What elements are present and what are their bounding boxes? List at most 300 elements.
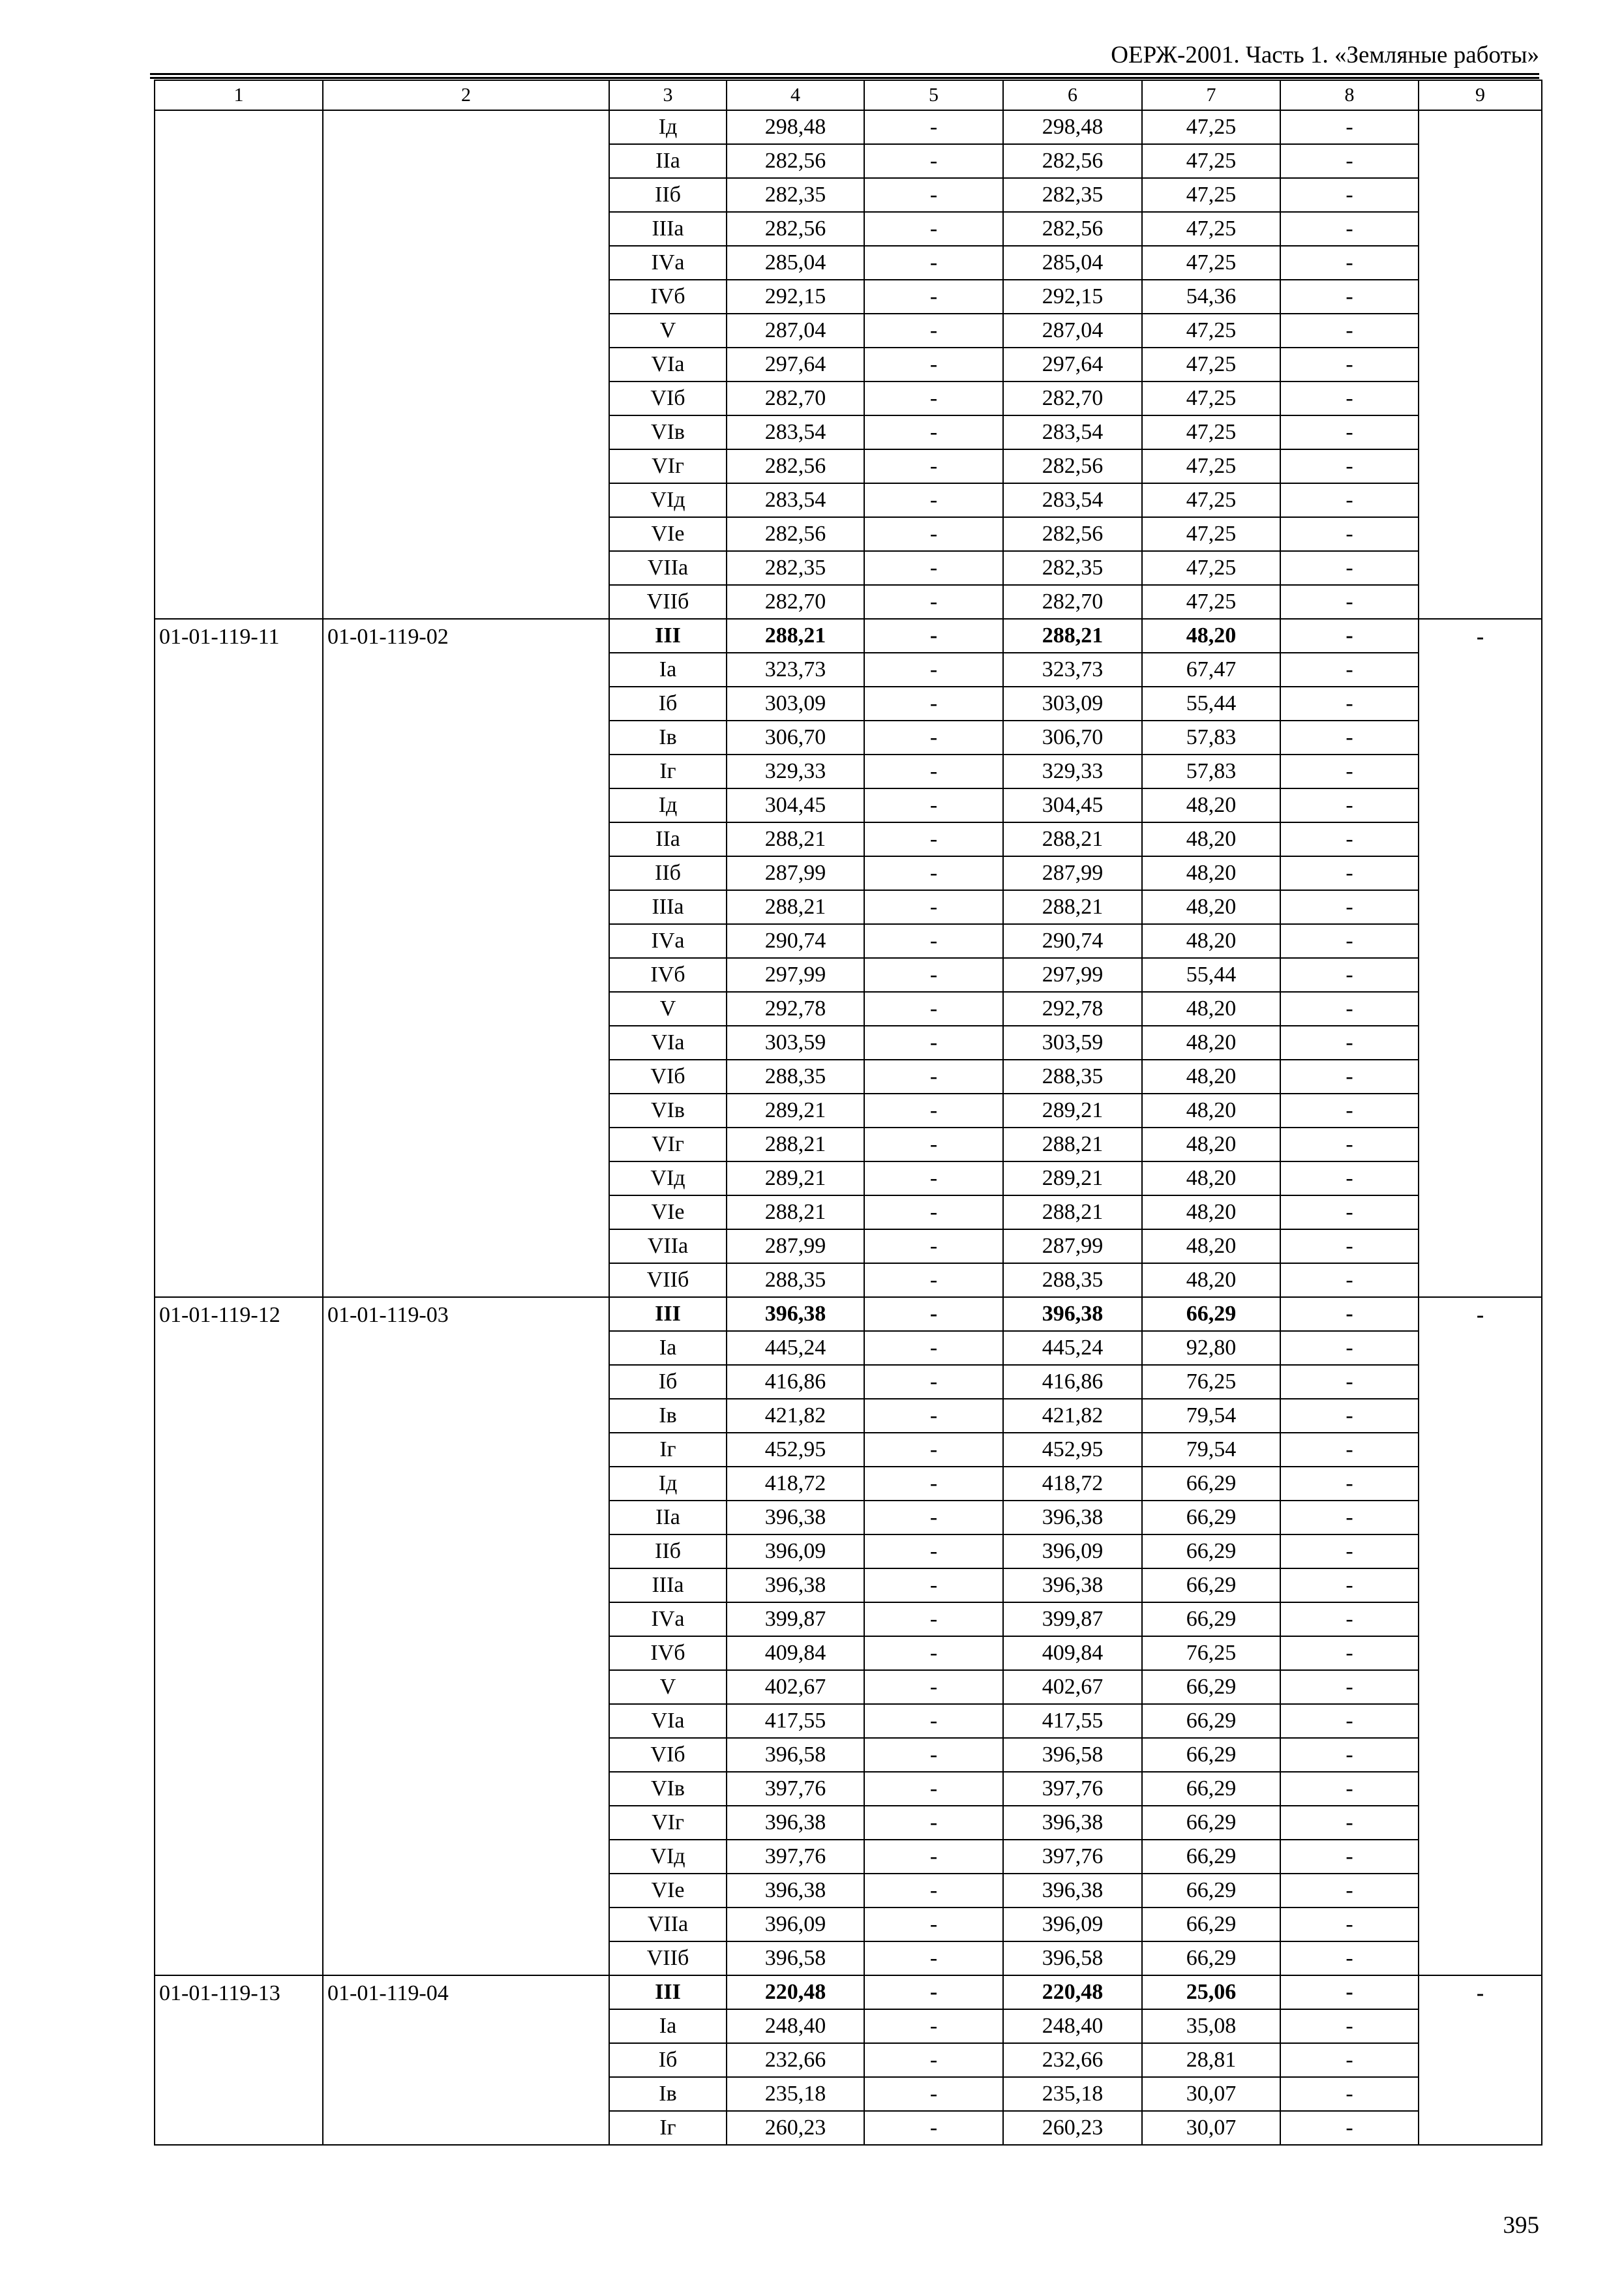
- condition-cell: VIб: [609, 1738, 727, 1772]
- column-number: 1: [155, 80, 323, 110]
- total-cost-cell: 282,56: [727, 144, 864, 178]
- total-cost-cell: 397,76: [727, 1840, 864, 1874]
- total-cost-cell: 303,09: [727, 687, 864, 721]
- machine-cost-cell: 303,09: [1003, 687, 1142, 721]
- col9-cell: -: [1419, 1297, 1542, 1975]
- driver-wage-cell: 48,20: [1142, 856, 1280, 890]
- material-cost-cell: -: [1280, 246, 1419, 280]
- driver-wage-cell: 47,25: [1142, 212, 1280, 246]
- total-cost-cell: 292,15: [727, 280, 864, 314]
- machine-cost-cell: 235,18: [1003, 2077, 1142, 2111]
- condition-cell: IIа: [609, 144, 727, 178]
- total-cost-cell: 283,54: [727, 483, 864, 517]
- driver-wage-cell: 47,25: [1142, 348, 1280, 382]
- labor-cost-cell: -: [864, 246, 1003, 280]
- material-cost-cell: -: [1280, 1161, 1419, 1195]
- driver-wage-cell: 47,25: [1142, 110, 1280, 144]
- material-cost-cell: -: [1280, 1975, 1419, 2009]
- total-cost-cell: 288,21: [727, 1195, 864, 1229]
- driver-wage-cell: 35,08: [1142, 2009, 1280, 2043]
- driver-wage-cell: 92,80: [1142, 1331, 1280, 1365]
- labor-cost-cell: -: [864, 2043, 1003, 2077]
- condition-cell: VIе: [609, 1195, 727, 1229]
- material-cost-cell: -: [1280, 653, 1419, 687]
- total-cost-cell: 282,35: [727, 178, 864, 212]
- material-cost-cell: -: [1280, 755, 1419, 788]
- labor-cost-cell: -: [864, 449, 1003, 483]
- total-cost-cell: 282,56: [727, 212, 864, 246]
- driver-wage-cell: 48,20: [1142, 1026, 1280, 1060]
- material-cost-cell: -: [1280, 2111, 1419, 2145]
- material-cost-cell: -: [1280, 415, 1419, 449]
- condition-cell: VIIа: [609, 1229, 727, 1263]
- condition-cell: VIIб: [609, 1941, 727, 1975]
- material-cost-cell: -: [1280, 449, 1419, 483]
- driver-wage-cell: 66,29: [1142, 1806, 1280, 1840]
- driver-wage-cell: 47,25: [1142, 483, 1280, 517]
- column-number: 2: [323, 80, 609, 110]
- material-cost-cell: -: [1280, 178, 1419, 212]
- machine-cost-cell: 418,72: [1003, 1467, 1142, 1501]
- material-cost-cell: -: [1280, 483, 1419, 517]
- ref-cell-empty: [323, 110, 609, 619]
- driver-wage-cell: 47,25: [1142, 517, 1280, 551]
- driver-wage-cell: 47,25: [1142, 382, 1280, 415]
- material-cost-cell: -: [1280, 1534, 1419, 1568]
- table-row: [155, 110, 1542, 144]
- labor-cost-cell: -: [864, 1195, 1003, 1229]
- driver-wage-cell: 48,20: [1142, 924, 1280, 958]
- total-cost-cell: 287,99: [727, 856, 864, 890]
- condition-cell: VIв: [609, 415, 727, 449]
- column-number: 9: [1419, 80, 1542, 110]
- condition-cell: IVб: [609, 280, 727, 314]
- total-cost-cell: 452,95: [727, 1433, 864, 1467]
- machine-cost-cell: 297,99: [1003, 958, 1142, 992]
- driver-wage-cell: 66,29: [1142, 1772, 1280, 1806]
- material-cost-cell: -: [1280, 1433, 1419, 1467]
- machine-cost-cell: 282,56: [1003, 517, 1142, 551]
- driver-wage-cell: 66,29: [1142, 1602, 1280, 1636]
- machine-cost-cell: 288,35: [1003, 1263, 1142, 1297]
- column-number: 7: [1142, 80, 1280, 110]
- total-cost-cell: 285,04: [727, 246, 864, 280]
- material-cost-cell: -: [1280, 1908, 1419, 1941]
- driver-wage-cell: 48,20: [1142, 619, 1280, 653]
- condition-cell: Iг: [609, 2111, 727, 2145]
- machine-cost-cell: 287,99: [1003, 856, 1142, 890]
- group-header-row: [155, 1297, 1542, 1331]
- total-cost-cell: 397,76: [727, 1772, 864, 1806]
- material-cost-cell: -: [1280, 1399, 1419, 1433]
- machine-cost-cell: 287,04: [1003, 314, 1142, 348]
- ref-code-cell: 01-01-119-04: [323, 1975, 609, 2145]
- labor-cost-cell: -: [864, 1331, 1003, 1365]
- material-cost-cell: -: [1280, 1094, 1419, 1128]
- driver-wage-cell: 66,29: [1142, 1908, 1280, 1941]
- column-number: 8: [1280, 80, 1419, 110]
- driver-wage-cell: 48,20: [1142, 1060, 1280, 1094]
- material-cost-cell: -: [1280, 890, 1419, 924]
- machine-cost-cell: 396,38: [1003, 1806, 1142, 1840]
- machine-cost-cell: 297,64: [1003, 348, 1142, 382]
- total-cost-cell: 298,48: [727, 110, 864, 144]
- machine-cost-cell: 416,86: [1003, 1365, 1142, 1399]
- material-cost-cell: -: [1280, 958, 1419, 992]
- total-cost-cell: 329,33: [727, 755, 864, 788]
- driver-wage-cell: 48,20: [1142, 1229, 1280, 1263]
- labor-cost-cell: -: [864, 280, 1003, 314]
- total-cost-cell: 260,23: [727, 2111, 864, 2145]
- total-cost-cell: 396,58: [727, 1941, 864, 1975]
- condition-cell: IVа: [609, 1602, 727, 1636]
- material-cost-cell: -: [1280, 1568, 1419, 1602]
- labor-cost-cell: -: [864, 517, 1003, 551]
- driver-wage-cell: 55,44: [1142, 687, 1280, 721]
- condition-cell: Iд: [609, 788, 727, 822]
- driver-wage-cell: 66,29: [1142, 1704, 1280, 1738]
- total-cost-cell: 287,99: [727, 1229, 864, 1263]
- total-cost-cell: 418,72: [727, 1467, 864, 1501]
- condition-cell: IVб: [609, 1636, 727, 1670]
- total-cost-cell: 283,54: [727, 415, 864, 449]
- condition-cell: Iг: [609, 755, 727, 788]
- total-cost-cell: 282,56: [727, 517, 864, 551]
- condition-cell: III: [609, 1975, 727, 2009]
- condition-cell: IIа: [609, 1501, 727, 1534]
- labor-cost-cell: -: [864, 1806, 1003, 1840]
- material-cost-cell: -: [1280, 619, 1419, 653]
- driver-wage-cell: 76,25: [1142, 1365, 1280, 1399]
- driver-wage-cell: 48,20: [1142, 1161, 1280, 1195]
- driver-wage-cell: 66,29: [1142, 1840, 1280, 1874]
- machine-cost-cell: 396,38: [1003, 1501, 1142, 1534]
- code-cell-empty: [155, 110, 323, 619]
- condition-cell: Iд: [609, 110, 727, 144]
- condition-cell: IIIа: [609, 890, 727, 924]
- material-cost-cell: -: [1280, 2077, 1419, 2111]
- column-number: 4: [727, 80, 864, 110]
- header-rule-bottom: [150, 77, 1539, 79]
- machine-cost-cell: 287,99: [1003, 1229, 1142, 1263]
- labor-cost-cell: -: [864, 1738, 1003, 1772]
- total-cost-cell: 304,45: [727, 788, 864, 822]
- driver-wage-cell: 30,07: [1142, 2077, 1280, 2111]
- total-cost-cell: 402,67: [727, 1670, 864, 1704]
- total-cost-cell: 288,21: [727, 619, 864, 653]
- driver-wage-cell: 79,54: [1142, 1433, 1280, 1467]
- material-cost-cell: -: [1280, 517, 1419, 551]
- group-header-row: [155, 619, 1542, 653]
- col9-cell-empty: [1419, 110, 1542, 619]
- machine-cost-cell: 402,67: [1003, 1670, 1142, 1704]
- total-cost-cell: 282,56: [727, 449, 864, 483]
- condition-cell: VIе: [609, 1874, 727, 1908]
- header-rule-top: [150, 73, 1539, 75]
- condition-cell: VIIб: [609, 1263, 727, 1297]
- machine-cost-cell: 288,21: [1003, 619, 1142, 653]
- labor-cost-cell: -: [864, 856, 1003, 890]
- condition-cell: VIб: [609, 382, 727, 415]
- condition-cell: V: [609, 314, 727, 348]
- total-cost-cell: 396,58: [727, 1738, 864, 1772]
- condition-cell: V: [609, 1670, 727, 1704]
- driver-wage-cell: 57,83: [1142, 755, 1280, 788]
- labor-cost-cell: -: [864, 1094, 1003, 1128]
- col9-cell: -: [1419, 1975, 1542, 2145]
- labor-cost-cell: -: [864, 1840, 1003, 1874]
- labor-cost-cell: -: [864, 382, 1003, 415]
- total-cost-cell: 323,73: [727, 653, 864, 687]
- group-header-row: [155, 1975, 1542, 2009]
- driver-wage-cell: 48,20: [1142, 822, 1280, 856]
- condition-cell: IVа: [609, 246, 727, 280]
- machine-cost-cell: 452,95: [1003, 1433, 1142, 1467]
- labor-cost-cell: -: [864, 1467, 1003, 1501]
- total-cost-cell: 297,99: [727, 958, 864, 992]
- labor-cost-cell: -: [864, 1704, 1003, 1738]
- material-cost-cell: -: [1280, 1501, 1419, 1534]
- condition-cell: III: [609, 1297, 727, 1331]
- material-cost-cell: -: [1280, 1297, 1419, 1331]
- driver-wage-cell: 79,54: [1142, 1399, 1280, 1433]
- machine-cost-cell: 282,56: [1003, 144, 1142, 178]
- labor-cost-cell: -: [864, 1908, 1003, 1941]
- driver-wage-cell: 54,36: [1142, 280, 1280, 314]
- machine-cost-cell: 303,59: [1003, 1026, 1142, 1060]
- material-cost-cell: -: [1280, 348, 1419, 382]
- ref-code-cell: 01-01-119-03: [323, 1297, 609, 1975]
- labor-cost-cell: -: [864, 721, 1003, 755]
- machine-cost-cell: 304,45: [1003, 788, 1142, 822]
- material-cost-cell: -: [1280, 1941, 1419, 1975]
- material-cost-cell: -: [1280, 2043, 1419, 2077]
- total-cost-cell: 417,55: [727, 1704, 864, 1738]
- driver-wage-cell: 55,44: [1142, 958, 1280, 992]
- material-cost-cell: -: [1280, 1128, 1419, 1161]
- driver-wage-cell: 66,29: [1142, 1670, 1280, 1704]
- condition-cell: Iб: [609, 2043, 727, 2077]
- machine-cost-cell: 292,15: [1003, 280, 1142, 314]
- driver-wage-cell: 48,20: [1142, 1094, 1280, 1128]
- driver-wage-cell: 28,81: [1142, 2043, 1280, 2077]
- labor-cost-cell: -: [864, 1365, 1003, 1399]
- machine-cost-cell: 220,48: [1003, 1975, 1142, 2009]
- labor-cost-cell: -: [864, 1975, 1003, 2009]
- total-cost-cell: 282,70: [727, 585, 864, 619]
- material-cost-cell: -: [1280, 2009, 1419, 2043]
- machine-cost-cell: 290,74: [1003, 924, 1142, 958]
- driver-wage-cell: 47,25: [1142, 144, 1280, 178]
- driver-wage-cell: 48,20: [1142, 992, 1280, 1026]
- column-number: 3: [609, 80, 727, 110]
- labor-cost-cell: -: [864, 1060, 1003, 1094]
- total-cost-cell: 288,21: [727, 1128, 864, 1161]
- labor-cost-cell: -: [864, 1399, 1003, 1433]
- machine-cost-cell: 282,35: [1003, 551, 1142, 585]
- driver-wage-cell: 47,25: [1142, 449, 1280, 483]
- labor-cost-cell: -: [864, 1433, 1003, 1467]
- driver-wage-cell: 30,07: [1142, 2111, 1280, 2145]
- driver-wage-cell: 47,25: [1142, 585, 1280, 619]
- condition-cell: VIг: [609, 1806, 727, 1840]
- material-cost-cell: -: [1280, 1331, 1419, 1365]
- labor-cost-cell: -: [864, 687, 1003, 721]
- condition-cell: Iг: [609, 1433, 727, 1467]
- condition-cell: IIIа: [609, 1568, 727, 1602]
- condition-cell: Iв: [609, 721, 727, 755]
- labor-cost-cell: -: [864, 1568, 1003, 1602]
- machine-cost-cell: 292,78: [1003, 992, 1142, 1026]
- material-cost-cell: -: [1280, 1840, 1419, 1874]
- labor-cost-cell: -: [864, 2077, 1003, 2111]
- total-cost-cell: 396,09: [727, 1908, 864, 1941]
- labor-cost-cell: -: [864, 144, 1003, 178]
- machine-cost-cell: 298,48: [1003, 110, 1142, 144]
- machine-cost-cell: 329,33: [1003, 755, 1142, 788]
- labor-cost-cell: -: [864, 1026, 1003, 1060]
- labor-cost-cell: -: [864, 212, 1003, 246]
- labor-cost-cell: -: [864, 1602, 1003, 1636]
- machine-cost-cell: 397,76: [1003, 1772, 1142, 1806]
- total-cost-cell: 288,35: [727, 1263, 864, 1297]
- material-cost-cell: -: [1280, 212, 1419, 246]
- labor-cost-cell: -: [864, 1874, 1003, 1908]
- machine-cost-cell: 282,70: [1003, 382, 1142, 415]
- machine-cost-cell: 260,23: [1003, 2111, 1142, 2145]
- total-cost-cell: 288,21: [727, 890, 864, 924]
- labor-cost-cell: -: [864, 653, 1003, 687]
- labor-cost-cell: -: [864, 348, 1003, 382]
- ref-code-cell: 01-01-119-02: [323, 619, 609, 1297]
- condition-cell: VIа: [609, 348, 727, 382]
- labor-cost-cell: -: [864, 1128, 1003, 1161]
- condition-cell: IIб: [609, 856, 727, 890]
- total-cost-cell: 235,18: [727, 2077, 864, 2111]
- labor-cost-cell: -: [864, 1636, 1003, 1670]
- material-cost-cell: -: [1280, 1365, 1419, 1399]
- total-cost-cell: 288,21: [727, 822, 864, 856]
- condition-cell: IIб: [609, 178, 727, 212]
- rate-code-cell: 01-01-119-13: [155, 1975, 323, 2145]
- total-cost-cell: 220,48: [727, 1975, 864, 2009]
- condition-cell: IIа: [609, 822, 727, 856]
- labor-cost-cell: -: [864, 483, 1003, 517]
- driver-wage-cell: 48,20: [1142, 1263, 1280, 1297]
- driver-wage-cell: 66,29: [1142, 1534, 1280, 1568]
- machine-cost-cell: 248,40: [1003, 2009, 1142, 2043]
- labor-cost-cell: -: [864, 992, 1003, 1026]
- condition-cell: VIе: [609, 517, 727, 551]
- condition-cell: VIд: [609, 1161, 727, 1195]
- total-cost-cell: 396,38: [727, 1501, 864, 1534]
- total-cost-cell: 396,38: [727, 1568, 864, 1602]
- col9-cell: -: [1419, 619, 1542, 1297]
- rates-table-body: [155, 80, 1542, 2145]
- driver-wage-cell: 25,06: [1142, 1975, 1280, 2009]
- total-cost-cell: 289,21: [727, 1094, 864, 1128]
- condition-cell: Iа: [609, 1331, 727, 1365]
- material-cost-cell: -: [1280, 992, 1419, 1026]
- condition-cell: VIIа: [609, 1908, 727, 1941]
- driver-wage-cell: 66,29: [1142, 1941, 1280, 1975]
- material-cost-cell: -: [1280, 1636, 1419, 1670]
- machine-cost-cell: 232,66: [1003, 2043, 1142, 2077]
- condition-cell: IVб: [609, 958, 727, 992]
- material-cost-cell: -: [1280, 585, 1419, 619]
- total-cost-cell: 297,64: [727, 348, 864, 382]
- material-cost-cell: -: [1280, 1195, 1419, 1229]
- machine-cost-cell: 409,84: [1003, 1636, 1142, 1670]
- condition-cell: VIа: [609, 1026, 727, 1060]
- material-cost-cell: -: [1280, 280, 1419, 314]
- driver-wage-cell: 66,29: [1142, 1467, 1280, 1501]
- driver-wage-cell: 66,29: [1142, 1874, 1280, 1908]
- machine-cost-cell: 417,55: [1003, 1704, 1142, 1738]
- material-cost-cell: -: [1280, 1467, 1419, 1501]
- driver-wage-cell: 48,20: [1142, 1128, 1280, 1161]
- condition-cell: Iб: [609, 1365, 727, 1399]
- condition-cell: Iа: [609, 2009, 727, 2043]
- total-cost-cell: 282,70: [727, 382, 864, 415]
- material-cost-cell: -: [1280, 1772, 1419, 1806]
- total-cost-cell: 421,82: [727, 1399, 864, 1433]
- total-cost-cell: 409,84: [727, 1636, 864, 1670]
- labor-cost-cell: -: [864, 1263, 1003, 1297]
- labor-cost-cell: -: [864, 619, 1003, 653]
- labor-cost-cell: -: [864, 822, 1003, 856]
- material-cost-cell: -: [1280, 822, 1419, 856]
- machine-cost-cell: 288,21: [1003, 1128, 1142, 1161]
- machine-cost-cell: 288,21: [1003, 822, 1142, 856]
- total-cost-cell: 396,38: [727, 1806, 864, 1840]
- machine-cost-cell: 289,21: [1003, 1094, 1142, 1128]
- labor-cost-cell: -: [864, 1161, 1003, 1195]
- driver-wage-cell: 76,25: [1142, 1636, 1280, 1670]
- machine-cost-cell: 282,56: [1003, 212, 1142, 246]
- page-number: 395: [1503, 2212, 1539, 2239]
- condition-cell: IIIа: [609, 212, 727, 246]
- labor-cost-cell: -: [864, 1229, 1003, 1263]
- condition-cell: VIа: [609, 1704, 727, 1738]
- rate-code-cell: 01-01-119-11: [155, 619, 323, 1297]
- material-cost-cell: -: [1280, 144, 1419, 178]
- material-cost-cell: -: [1280, 1704, 1419, 1738]
- total-cost-cell: 396,09: [727, 1534, 864, 1568]
- material-cost-cell: -: [1280, 551, 1419, 585]
- rate-code-cell: 01-01-119-12: [155, 1297, 323, 1975]
- material-cost-cell: -: [1280, 721, 1419, 755]
- machine-cost-cell: 289,21: [1003, 1161, 1142, 1195]
- driver-wage-cell: 48,20: [1142, 890, 1280, 924]
- labor-cost-cell: -: [864, 2009, 1003, 2043]
- labor-cost-cell: -: [864, 755, 1003, 788]
- driver-wage-cell: 57,83: [1142, 721, 1280, 755]
- material-cost-cell: -: [1280, 1806, 1419, 1840]
- machine-cost-cell: 399,87: [1003, 1602, 1142, 1636]
- condition-cell: VIIб: [609, 585, 727, 619]
- machine-cost-cell: 396,38: [1003, 1874, 1142, 1908]
- material-cost-cell: -: [1280, 1738, 1419, 1772]
- condition-cell: V: [609, 992, 727, 1026]
- labor-cost-cell: -: [864, 314, 1003, 348]
- labor-cost-cell: -: [864, 585, 1003, 619]
- machine-cost-cell: 288,21: [1003, 890, 1142, 924]
- column-number-row: [155, 80, 1542, 110]
- total-cost-cell: 290,74: [727, 924, 864, 958]
- labor-cost-cell: -: [864, 1670, 1003, 1704]
- labor-cost-cell: -: [864, 890, 1003, 924]
